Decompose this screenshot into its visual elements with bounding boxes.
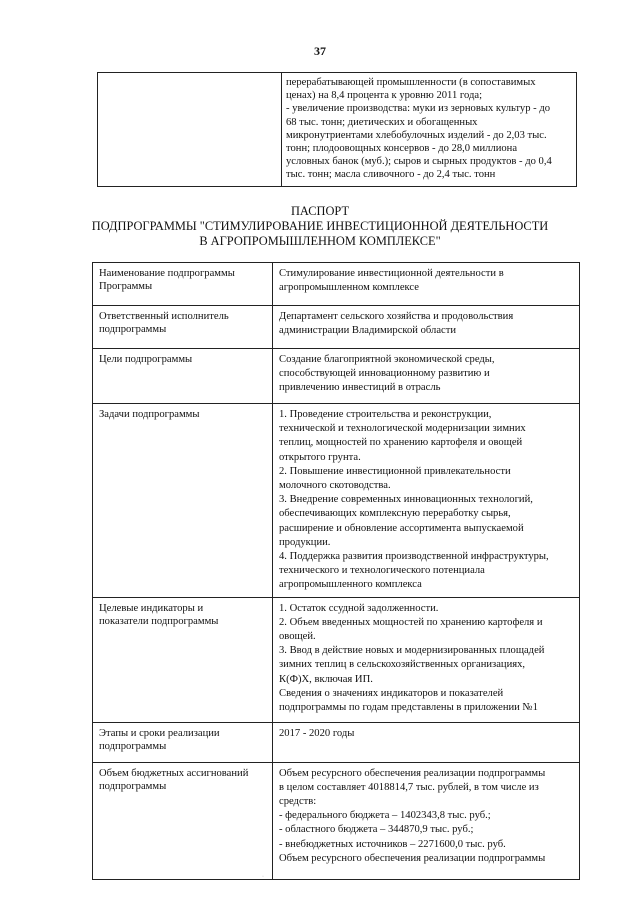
continuation-line: тонн; плодоовощных консервов - до 28,0 миллиона bbox=[286, 143, 518, 155]
scan-speck: · bbox=[262, 874, 264, 880]
value-line: средств: bbox=[279, 796, 317, 808]
label-line: Задачи подпрограммы bbox=[99, 409, 200, 420]
value-line: администрации Владимирской области bbox=[279, 325, 457, 337]
label-line: Наименование подпрограммы bbox=[99, 268, 235, 279]
value-line: К(Ф)Х, включая ИП. bbox=[279, 673, 373, 685]
continuation-row bbox=[98, 73, 577, 187]
continuation-line: условных банок (муб.); сыров и сырных продуктов - до 0,4 bbox=[286, 156, 552, 168]
value-line: 4. Поддержка развития производственной инфраструктуры, bbox=[279, 551, 549, 563]
row-value bbox=[273, 722, 580, 762]
value-line: 2. Повышение инвестиционной привлекательности bbox=[279, 465, 511, 477]
value-line: в целом составляет 4018814,7 тыс. рублей, в том числе из bbox=[279, 781, 539, 793]
passport-row-goals bbox=[93, 349, 580, 404]
continuation-line: ценах) на 8,4 процента к уровню 2011 года; bbox=[286, 90, 483, 102]
continuation-line: микронутриентами хлебобулочных изделий - до 2,03 тыс. bbox=[286, 129, 547, 141]
value-line: 1. Остаток ссудной задолженности. bbox=[279, 602, 439, 614]
value-line: зимних теплиц в сельскохозяйственных организациях, bbox=[279, 659, 526, 671]
row-label bbox=[93, 762, 273, 879]
row-label bbox=[93, 263, 273, 306]
label-line: подпрограммы bbox=[99, 780, 167, 792]
label-line: Программы bbox=[99, 281, 153, 293]
value-line: способствующей инновационному развитию и bbox=[279, 368, 490, 380]
value-line: технической и технологической модернизации зимних bbox=[279, 423, 526, 435]
value-line: Стимулирование инвестиционной деятельности в bbox=[279, 268, 504, 279]
passport-row-budget bbox=[93, 762, 580, 879]
row-label bbox=[93, 349, 273, 404]
value-line: 3. Внедрение современных инновационных технологий, bbox=[279, 494, 533, 506]
value-line: Департамент сельского хозяйства и продовольствия bbox=[279, 311, 514, 322]
passport-subtitle-line-2: В АГРОПРОМЫШЛЕННОМ КОМПЛЕКСЕ" bbox=[199, 234, 441, 248]
value-line: открытого грунта. bbox=[279, 451, 361, 463]
value-line: - областного бюджета – 344870,9 тыс. руб.; bbox=[279, 824, 474, 836]
value-line: Создание благоприятной экономической среды, bbox=[279, 354, 495, 365]
row-value bbox=[273, 306, 580, 349]
row-value bbox=[273, 349, 580, 404]
passport-row-tasks bbox=[93, 404, 580, 598]
label-line: показатели подпрограммы bbox=[99, 615, 219, 627]
continuation-line: 68 тыс. тонн; диетических и обогащенных bbox=[286, 116, 478, 128]
continuation-text-cell bbox=[282, 73, 577, 187]
label-line: подпрограммы bbox=[99, 740, 167, 752]
value-line: 3. Ввод в действие новых и модернизированных площадей bbox=[279, 645, 545, 657]
continuation-table bbox=[97, 72, 577, 187]
label-line: Ответственный исполнитель bbox=[99, 311, 229, 322]
row-value bbox=[273, 404, 580, 598]
passport-subtitle-line-1: ПОДПРОГРАММЫ "СТИМУЛИРОВАНИЕ ИНВЕСТИЦИОННОЙ ДЕЯТЕЛЬНОСТИ bbox=[91, 219, 549, 233]
value-line: агропромышленного комплекса bbox=[279, 579, 422, 591]
value-line: подпрограммы по годам представлены в приложении №1 bbox=[279, 702, 538, 714]
value-line: расширение и обновление ассортимента выпускаемой bbox=[279, 522, 524, 534]
value-line: 1. Проведение строительства и реконструкции, bbox=[279, 409, 492, 420]
row-label bbox=[93, 306, 273, 349]
value-line: 2017 - 2020 годы bbox=[279, 727, 355, 739]
value-line: теплиц, мощностей по хранению картофеля и овощей bbox=[279, 437, 523, 449]
value-line: - федерального бюджета – 1402343,8 тыс. руб.; bbox=[279, 810, 491, 822]
value-line: технического и технологического потенциала bbox=[279, 565, 485, 577]
value-line: 2. Объем введенных мощностей по хранению картофеля и bbox=[279, 616, 543, 628]
value-line: агропромышленном комплексе bbox=[279, 282, 419, 294]
passport-title: ПАСПОРТ bbox=[290, 204, 350, 218]
passport-row-executor bbox=[93, 306, 580, 349]
passport-row-name bbox=[93, 263, 580, 306]
value-line: продукции. bbox=[279, 536, 331, 548]
row-label bbox=[93, 597, 273, 722]
row-value bbox=[273, 263, 580, 306]
page-number: 37 bbox=[314, 44, 326, 58]
passport-row-indicators bbox=[93, 597, 580, 722]
continuation-line: - увеличение производства: муки из зерновых культур - до bbox=[286, 103, 551, 115]
label-line: Объем бюджетных ассигнований bbox=[99, 767, 249, 779]
row-label bbox=[93, 722, 273, 762]
value-line: привлечению инвестиций в отрасль bbox=[279, 382, 441, 394]
row-value bbox=[273, 597, 580, 722]
value-line: молочного скотоводства. bbox=[279, 480, 391, 492]
passport-table bbox=[92, 262, 580, 880]
row-label bbox=[93, 404, 273, 598]
value-line: овощей. bbox=[279, 631, 316, 643]
continuation-line: перерабатывающей промышленности (в сопоставимых bbox=[286, 77, 536, 88]
value-line: Объем ресурсного обеспечения реализации подпрограммы bbox=[279, 852, 546, 864]
continuation-line: тыс. тонн; масла сливочного - до 2,4 тыс. тонн bbox=[286, 169, 496, 181]
passport-row-timeline bbox=[93, 722, 580, 762]
value-line: обеспечивающих комплексную переработку сырья, bbox=[279, 508, 511, 520]
continuation-empty-cell bbox=[98, 73, 282, 187]
value-line: Объем ресурсного обеспечения реализации подпрограммы bbox=[279, 767, 546, 779]
value-line: - внебюджетных источников – 2271600,0 тыс. руб. bbox=[279, 838, 506, 850]
label-line: Целевые индикаторы и bbox=[99, 602, 204, 614]
value-line: Сведения о значениях индикаторов и показателей bbox=[279, 687, 504, 699]
label-line: подпрограммы bbox=[99, 324, 167, 336]
row-value bbox=[273, 762, 580, 879]
label-line: Цели подпрограммы bbox=[99, 354, 193, 365]
label-line: Этапы и сроки реализации bbox=[99, 727, 220, 739]
